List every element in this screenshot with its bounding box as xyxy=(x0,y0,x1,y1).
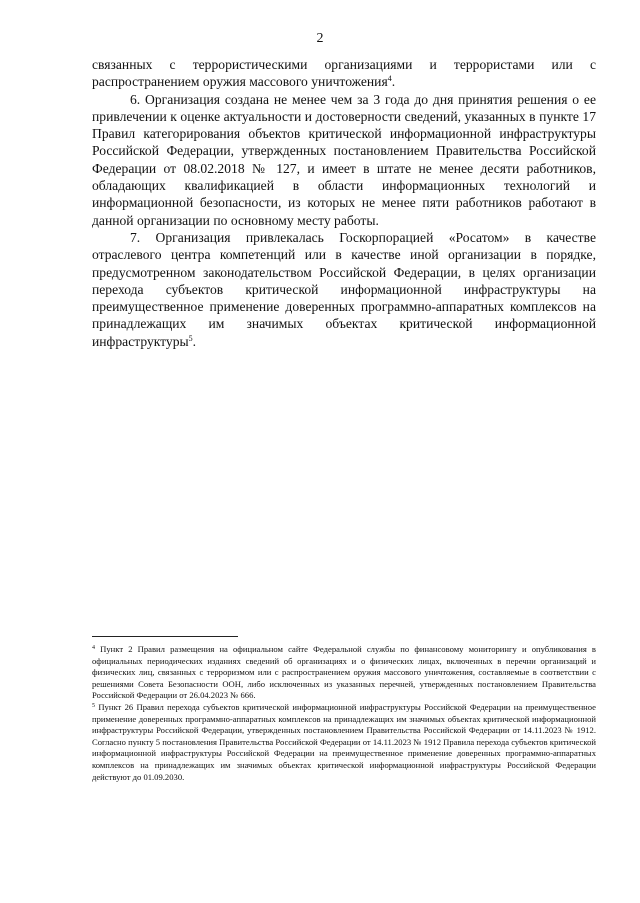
footnote-ref-5: 5 xyxy=(188,333,193,343)
paragraph-continuation: связанных с террористическими организациями и террористами или с распространением оружия массового уничтожения$^4$. xyxy=(92,57,596,90)
paragraph-text: связанных с террористическими организациями и террористами или с распространением оружия массового уничтожения xyxy=(92,57,596,90)
footnote-ref-4: 4 xyxy=(387,74,392,84)
paragraph-text: 6. Организация создана не менее чем за 3 года до дня принятия решения о ее привлечении к оценке актуальности и достоверности сведений, указанных в пункте 17 Правил категорирования объектов критической информационной инфраструктуры Российской Федерации, утвержденных постановлением Правительства Российской Федерации от 08.02.2018 № 127, и имеет в штате не менее десяти работников, обладающих квалификацией в области информационных технологий и информационной безопасности, из которых не менее пяти работников работают в данной организации по основному месту работы. xyxy=(92,91,596,228)
footnote-text: Пункт 26 Правил перехода субъектов критической информационной инфраструктуры Российской Федерации на преимущественное применение доверенных программно-аппаратных комплексов на принадлежащих им значимых объектах критической информационной инфраструктуры Российской Федерации, утвержденных постановлением Правительства Российской Федерации от 14.11.2023 № 1912. Согласно пункту 5 постановления Правительства Российской Федерации от 14.11.2023 № 1912 Правила перехода субъектов критической информационной инфраструктуры Российской Федерации на преимущественное применение доверенных программно-аппаратных комплексов на принадлежащих им значимых объектах критической информационной инфраструктуры Российской Федерации действуют до 01.09.2030. xyxy=(92,701,596,782)
footnote-4 xyxy=(92,644,596,702)
footnotes xyxy=(92,644,596,783)
page-number: 2 xyxy=(316,31,324,46)
footnote-mark: 5 xyxy=(92,702,95,709)
footnote-separator xyxy=(92,636,238,637)
body-text xyxy=(92,56,596,350)
footnote-text: Пункт 2 Правил размещения на официальном сайте Федеральной службы по финансовому мониторингу и опубликования в официальных периодических изданиях сведений об организациях и о физических лицах, включенных в перечни организаций и физических лиц, связанных с терроризмом или с распространением оружия массового уничтожения, составляемые в соответствии с решениями Совета Безопасности ООН, либо исключенных из указанных перечней, утвержденных постановлением Правительства Российской Федерации от 26.04.2023 № 666. xyxy=(92,644,596,701)
paragraph-text: 7. Организация привлекалась Госкорпорацией «Росатом» в качестве отраслевого центра компетенций или в качестве иной организации в порядке, предусмотренном законодательством Российской Федерации, в целях организации перехода субъектов критической информационной инфраструктуры на преимущественное применение доверенных программно-аппаратных комплексов на принадлежащих им значимых объектах критической информационной инфраструктуры xyxy=(92,229,596,349)
paragraph-6 xyxy=(92,91,596,229)
paragraph-7: 7. Организация привлекалась Госкорпорацией «Росатом» в качестве отраслевого центра компетенций или в качестве иной организации в порядке, предусмотренном законодательством Российской Федерации, в целях организации перехода субъектов критической информационной инфраструктуры на преимущественное применение доверенных программно-аппаратных комплексов на принадлежащих им значимых объектах критической информационной инфраструктуры$^5$. xyxy=(92,229,596,349)
footnote-mark: 4 xyxy=(92,645,95,651)
footnote-5 xyxy=(92,702,596,783)
